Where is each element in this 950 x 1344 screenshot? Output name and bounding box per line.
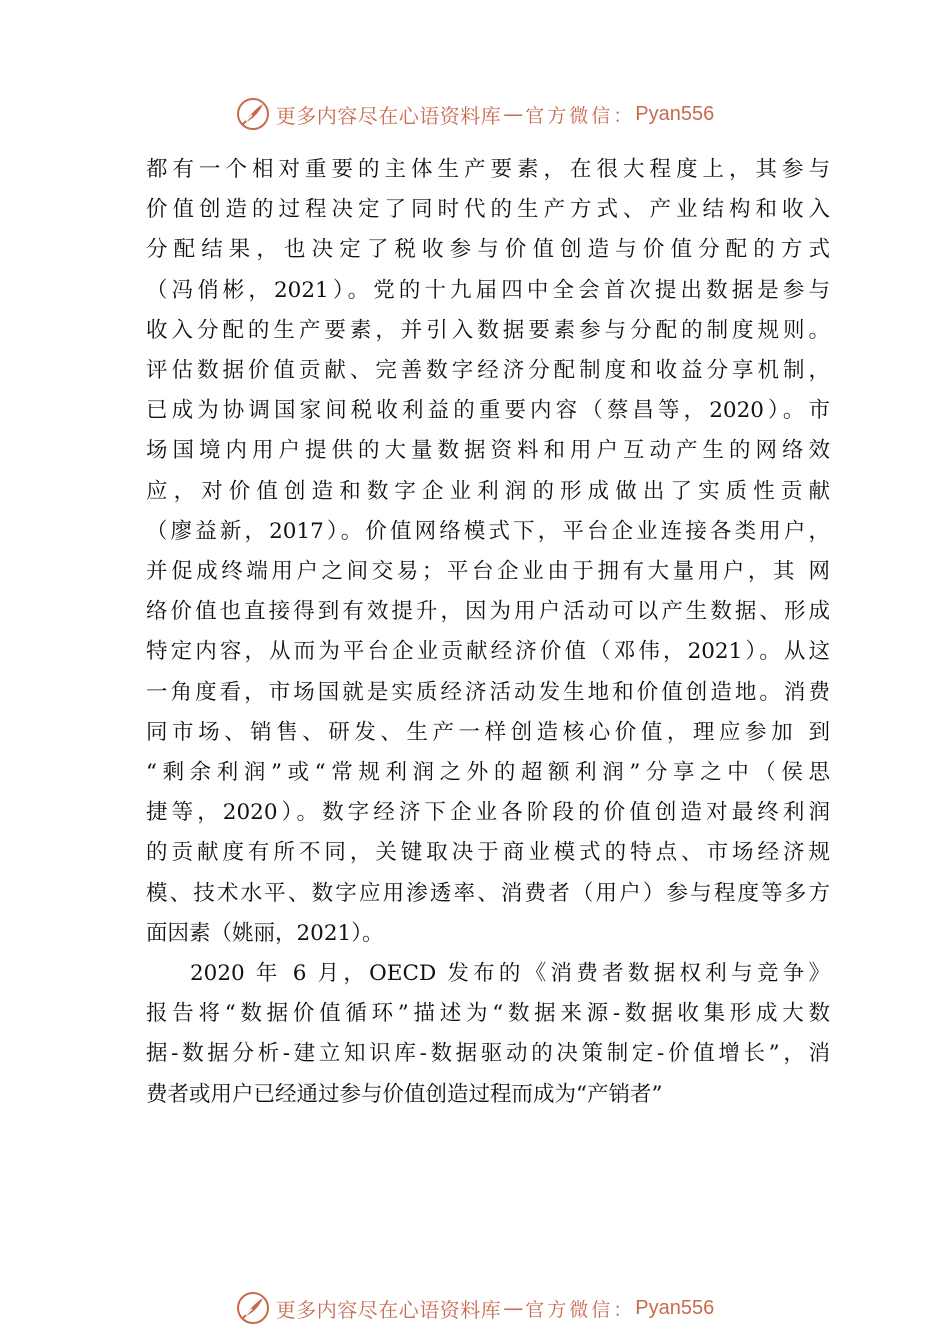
text-line: （冯俏彬，2021）。党的十九届四中全会首次提出数据是参与 xyxy=(146,277,830,303)
text-line: “剩余利润”或“常规利润之外的超额利润”分享之中（侯思 xyxy=(146,760,830,786)
paragraph xyxy=(146,150,830,954)
text-line: 同市场、销售、研发、生产一样创造核心价值，理应参加 到 xyxy=(146,719,830,745)
text-line: 已成为协调国家间税收利益的重要内容（蔡昌等，2020）。市 xyxy=(146,398,830,424)
watermark-label: 官方微信： xyxy=(525,104,636,127)
text-line: 一角度看，市场国就是实质经济活动发生地和价值创造地。消费 xyxy=(146,679,830,705)
text-line: （廖益新，2017）。价值网络模式下，平台企业连接各类用户， xyxy=(146,518,830,544)
watermark-wechat-id: Pyan556 xyxy=(635,1296,715,1319)
text-line: 2020 年 6 月，OECD 发布的《消费者数据权利与竞争》 xyxy=(190,961,830,987)
text-line: 价值创造的过程决定了同时代的生产方式、产业结构和收入 xyxy=(146,197,830,223)
quill-pen-logo-icon xyxy=(236,97,270,131)
text-line: 模、技术水平、数字应用渗透率、消费者（用户）参与程度等多方 xyxy=(146,880,830,906)
text-line: 并促成终端用户之间交易；平台企业由于拥有大量用户，其 网 xyxy=(146,559,830,585)
watermark-brand-text: 更多内容尽在心语资料库 xyxy=(275,103,502,128)
text-line: 分配结果，也决定了税收参与价值创造与价值分配的方式 xyxy=(146,237,830,263)
text-line: 应，对价值创造和数字企业利润的形成做出了实质性贡献 xyxy=(146,478,830,504)
document-body xyxy=(146,150,830,1115)
text-line: 收入分配的生产要素，并引入数据要素参与分配的制度规则。 xyxy=(146,317,830,343)
text-line: 都有一个相对重要的主体生产要素，在很大程度上，其参与 xyxy=(146,157,830,182)
watermark-brand-text: 更多内容尽在心语资料库 xyxy=(275,1297,502,1322)
text-line: 场国境内用户提供的大量数据资料和用户互动产生的网络效 xyxy=(146,438,830,464)
watermark-dash: — xyxy=(503,102,524,126)
watermark-dash: — xyxy=(503,1296,524,1320)
watermark-wechat-id: Pyan556 xyxy=(635,102,715,125)
paragraph xyxy=(146,954,830,1115)
text-line: 捷等，2020）。数字经济下企业各阶段的价值创造对最终利润 xyxy=(146,800,830,826)
text-line: 络价值也直接得到有效提升，因为用户活动可以产生数据、形成 xyxy=(146,599,830,625)
text-line: 据-数据分析-建立知识库-数据驱动的决策制定-价值增长”，消 xyxy=(146,1041,830,1067)
text-line: 报告将“数据价值循环”描述为“数据来源-数据收集形成大数 xyxy=(146,1001,830,1027)
text-line: 特定内容，从而为平台企业贡献经济价值（邓伟，2021）。从这 xyxy=(146,639,830,665)
header-watermark xyxy=(0,94,950,134)
footer-watermark xyxy=(0,1288,950,1328)
text-line: 的贡献度有所不同，关键取决于商业模式的特点、市场经济规 xyxy=(146,840,830,866)
watermark-label: 官方微信： xyxy=(525,1298,636,1321)
text-line: 评估数据价值贡献、完善数字经济分配制度和收益分享机制， xyxy=(146,358,830,384)
text-line: 面因素（姚丽，2021）。 xyxy=(146,920,384,946)
quill-pen-logo-icon xyxy=(236,1291,270,1325)
text-line: 费者或用户已经通过参与价值创造过程而成为“产销者” xyxy=(146,1081,663,1107)
